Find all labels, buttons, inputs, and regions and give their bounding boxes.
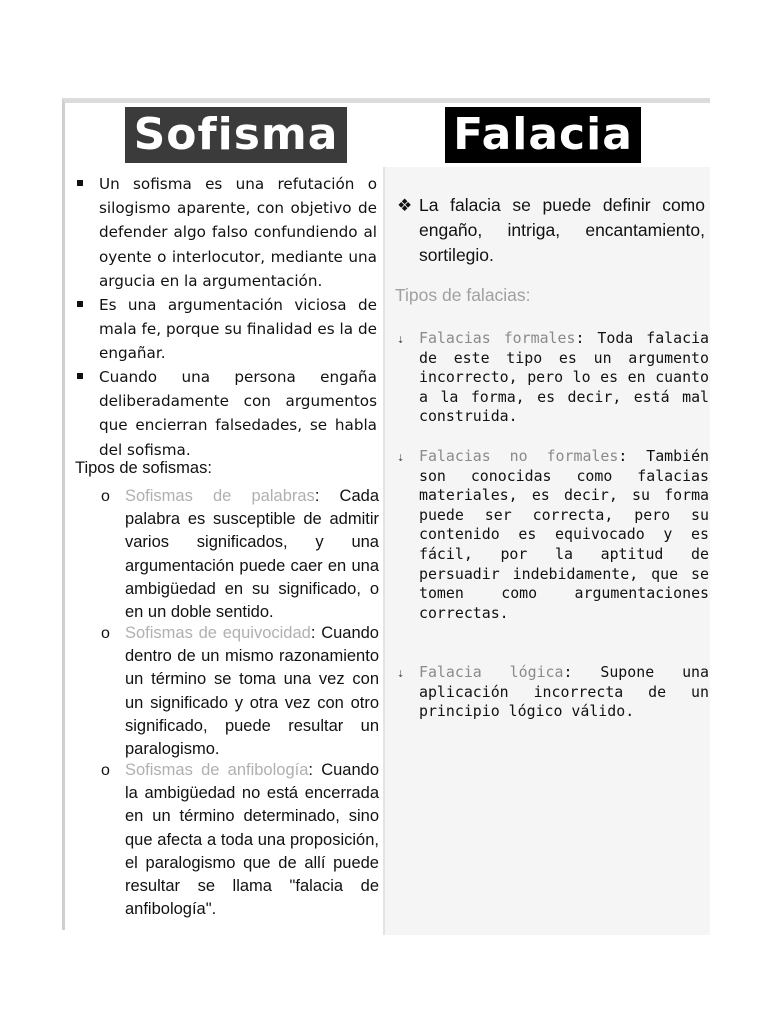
- sofisma-bullet-1: Un sofisma es una refutación o silogismo aparente, con objetivo de defender algo falso confundiendo al oyente o interlocutor, mediante una argucia en la argumentación.: [99, 175, 377, 290]
- sofisma-column: [65, 167, 385, 935]
- tipos-sofismas-heading: Tipos de sofismas:: [75, 459, 212, 477]
- tipo-name: Falacias no formales: [419, 447, 619, 465]
- tipos-falacias-heading: Tipos de falacias:: [395, 285, 531, 305]
- sofisma-bullet-3: Cuando una persona engaña deliberadamente con argumentos que encierran falsedades, se habla del sofisma.: [99, 368, 377, 459]
- falacia-intro: ❖ La falacia se puede definir como engaño, intriga, encantamiento, sortilegio.: [397, 195, 705, 265]
- diamond-bullet-icon: ❖: [397, 196, 413, 215]
- arrow-down-bullet-icon: ⇣: [397, 450, 405, 464]
- circle-bullet-icon: o: [101, 488, 110, 505]
- tipo-name: Falacia lógica: [419, 663, 564, 681]
- document-table: [62, 98, 710, 930]
- tipo-text: : Cuando la ambigüedad no está encerrada en un término determinado, sino que afecta a toda una proposición, el paralogismo que de allí puede resultar se llama "falacia de anfibología".: [125, 761, 379, 919]
- tipo-name: Sofismas de equivocidad: [125, 624, 311, 642]
- falacia-tipo-3: [397, 663, 709, 722]
- sofisma-tipo-3: [101, 759, 379, 921]
- circle-bullet-icon: o: [101, 762, 110, 779]
- arrow-down-bullet-icon: ⇣: [397, 666, 405, 680]
- falacia-column: [385, 167, 710, 935]
- tipo-text: : Supone una aplicación incorrecta de un principio lógico válido.: [419, 663, 709, 721]
- tipo-name: Sofismas de anfibología: [125, 761, 309, 779]
- sofisma-bullet-2: Es una argumentación viciosa de mala fe, porque su finalidad es la de engañar.: [99, 296, 377, 363]
- arrow-down-bullet-icon: ⇣: [397, 332, 405, 346]
- tipo-name: Sofismas de palabras: [125, 487, 315, 505]
- sofisma-tipo-1: [101, 485, 379, 624]
- circle-bullet-icon: o: [101, 625, 110, 642]
- falacia-tipo-1: [397, 329, 709, 427]
- falacia-tipo-2: [397, 447, 709, 623]
- tipo-name: Falacias formales: [419, 329, 576, 347]
- falacia-title: Falacia: [445, 107, 641, 163]
- sofisma-title: Sofisma: [125, 107, 347, 163]
- tipo-text: : Toda falacia de este tipo es un argumento incorrecto, pero lo es en cuanto a la forma, es decir, está mal construida.: [419, 329, 709, 426]
- tipo-text: : También son conocidas como falacias materiales, es decir, su forma puede ser correcta, pero su contenido es equivocado y es fácil, por la aptitud de persuadir indebidamente, que se tomen como argumentaciones correctas.: [419, 447, 709, 622]
- sofisma-tipo-2: [101, 622, 379, 761]
- table-header: [65, 103, 710, 167]
- tipo-text: : Cuando dentro de un mismo razonamiento un término se toma una vez con un significado y otra vez con otro significado, puede resultar un paralogismo.: [125, 624, 379, 759]
- tipo-text: : Cada palabra es susceptible de admitir varios significados, y una argumentación puede caer en una ambigüedad en su significado, o en un doble sentido.: [125, 487, 379, 622]
